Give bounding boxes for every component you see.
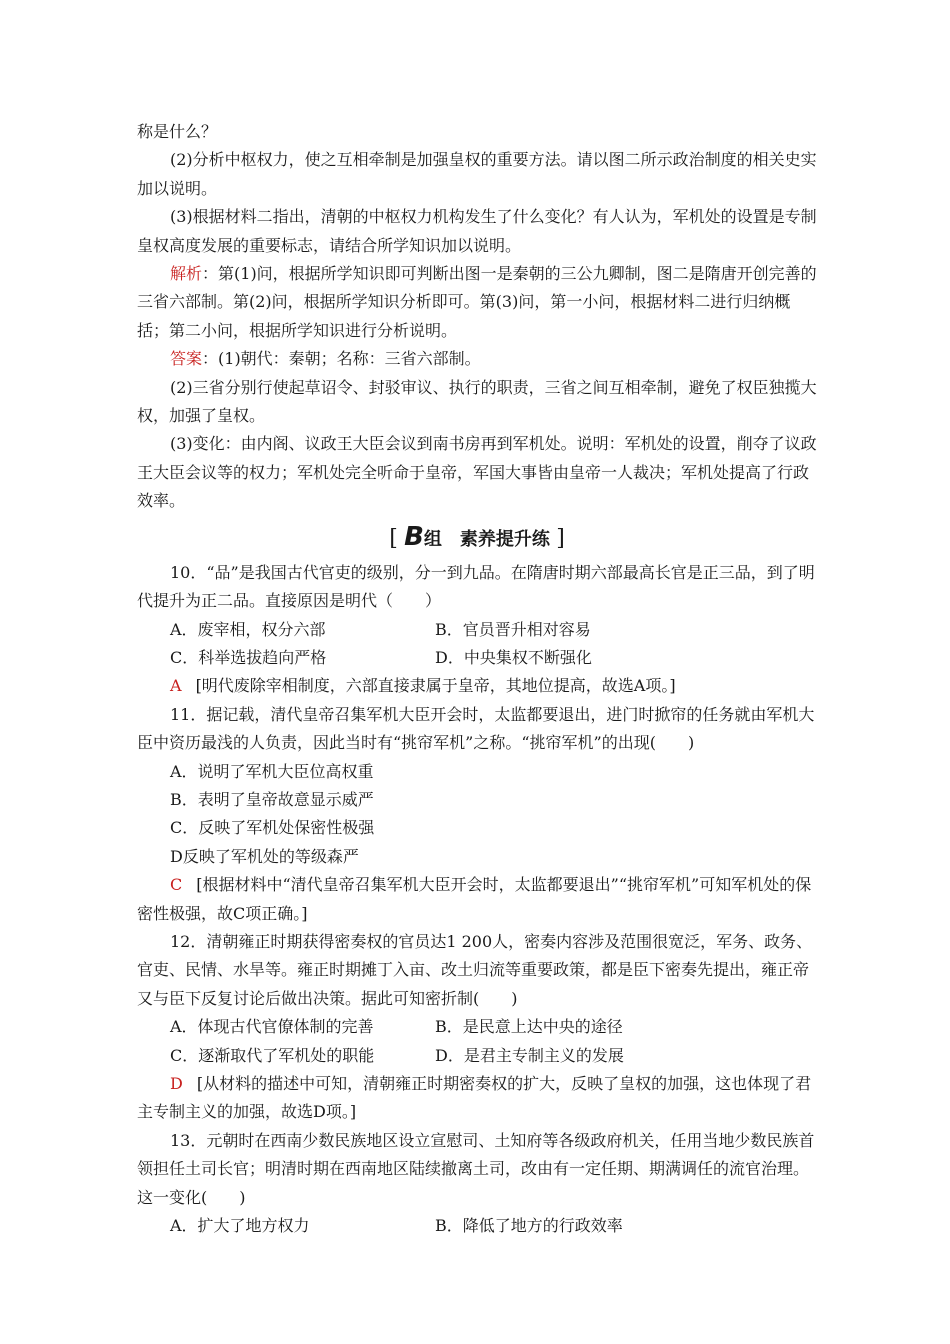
- option-a: A．体现古代官僚体制的完善: [170, 1017, 374, 1037]
- question-11-stem: 11．据记载，清代皇帝召集军机大臣开会时，太监都要退出，进门时掀帘的任务就由军机大臣中资历最浅的人负责，因此当时有“挑帘军机”之称。“挑帘军机”的出现( ): [137, 704, 815, 753]
- analysis-text: ：第(1)问，根据所学知识即可判断出图一是秦朝的三公九卿制，图二是隋唐开创完善的三省六部制。第(2)问，根据所学知识分析即可。第(3)问，第一小问，根据材料二进行归纳概括；第二小问，根据所学知识进行分析说明。: [137, 264, 817, 340]
- question-10-options-row-1: [137, 616, 817, 644]
- question-9-part-2: (2)分析中枢权力，使之互相牵制是加强皇权的重要方法。请以图二所示政治制度的相关史实加以说明。: [137, 150, 817, 198]
- option-b: B．是民意上达中央的途径: [435, 1017, 623, 1037]
- option-b: B．降低了地方的行政效率: [435, 1216, 623, 1236]
- question-11-key: [137, 871, 817, 928]
- question-9-analysis: [137, 260, 817, 345]
- question-9-part-3: (3)根据材料二指出，清朝的中枢权力机构发生了什么变化？有人认为，军机处的设置是专制皇权高度发展的重要标志，请结合所学知识加以说明。: [137, 207, 817, 255]
- answer-key: D: [170, 1074, 183, 1093]
- question-10-key: [137, 672, 817, 700]
- question-10-stem: 10．“品”是我国古代官吏的级别，分一到九品。在隋唐时期六部最高长官是正三品，到了明代提升为正二品。直接原因是明代（ ）: [137, 562, 815, 611]
- question-9-answer-1: [137, 345, 817, 373]
- question-12-options-row-2: [137, 1042, 817, 1070]
- option-a: A．扩大了地方权力: [170, 1216, 310, 1236]
- question-13-stem: 13．元朝时在西南少数民族地区设立宣慰司、土知府等各级政府机关，任用当地少数民族首领担任土司长官；明清时期在西南地区陆续撤离土司，改由有一定任期、期满调任的流官治理。这一变化( ): [137, 1130, 815, 1207]
- option-d: D反映了军机处的等级森严: [170, 846, 359, 866]
- option-b: B．官员晋升相对容易: [435, 619, 591, 639]
- question-9-answer-2: (2)三省分别行使起草诏令、封驳审议、执行的职责，三省之间互相牵制，避免了权臣独揽大权，加强了皇权。: [137, 377, 817, 426]
- answer-label: 答案: [170, 349, 203, 369]
- answer-key: C: [170, 875, 183, 895]
- section-bracket-open: [: [389, 525, 398, 551]
- option-c: C．科举选拔趋向严格: [170, 647, 327, 667]
- question-10-options-row-2: [137, 644, 817, 672]
- option-c: C．逐渐取代了军机处的职能: [170, 1045, 375, 1065]
- option-d: D．是君主专制主义的发展: [435, 1045, 624, 1065]
- section-heading: [137, 522, 817, 555]
- question-9-continuation: 称是什么？: [137, 122, 218, 141]
- answer-key: A: [170, 676, 182, 696]
- analysis-label: 解析: [170, 264, 203, 284]
- option-b: B．表明了皇帝故意显示威严: [170, 789, 374, 809]
- answer-text-1: ：(1)朝代：秦朝；名称：三省六部制。: [202, 349, 481, 369]
- option-a: A．废宰相，权分六部: [170, 619, 326, 639]
- question-9-answer-3: (3)变化：由内阁、议政王大臣会议到南书房再到军机处。说明：军机处的设置，削夺了议政王大臣会议等的权力；军机处完全听命于皇帝，军国大事皆由皇帝一人裁决；军机处提高了行政效率。: [137, 434, 817, 511]
- question-12-options-row-1: [137, 1013, 817, 1041]
- question-12-key: [137, 1070, 817, 1127]
- option-c: C．反映了军机处保密性极强: [170, 818, 375, 838]
- explanation: [明代废除宰相制度，六部直接隶属于皇帝，其地位提高，故选A项。]: [195, 676, 676, 696]
- question-13-options-row-1: [137, 1212, 817, 1240]
- section-letter: B: [404, 521, 424, 552]
- question-12-stem: 12．清朝雍正时期获得密奏权的官员达1 200人，密奏内容涉及范围很宽泛，军务、政务、官吏、民情、水旱等。雍正时期摊丁入亩、改土归流等重要政策，都是臣下密奏先提出，雍正帝又与臣下反复讨论后做出决策。据此可知密折制( ): [137, 931, 813, 1008]
- explanation: [从材料的描述中可知，清朝雍正时期密奏权的扩大，反映了皇权的加强，这也体现了君主专制主义的加强，故选D项。]: [137, 1074, 812, 1122]
- option-d: D．中央集权不断强化: [435, 647, 592, 667]
- section-title: 组 素养提升练: [423, 528, 550, 550]
- page-content: [137, 118, 817, 1240]
- explanation: [根据材料中“清代皇帝召集军机大臣开会时，太监都要退出”“挑帘军机”可知军机处的保密性极强，故C项正确。]: [137, 875, 812, 923]
- section-bracket-close: ]: [556, 525, 565, 551]
- option-a: A．说明了军机大臣位高权重: [170, 761, 374, 781]
